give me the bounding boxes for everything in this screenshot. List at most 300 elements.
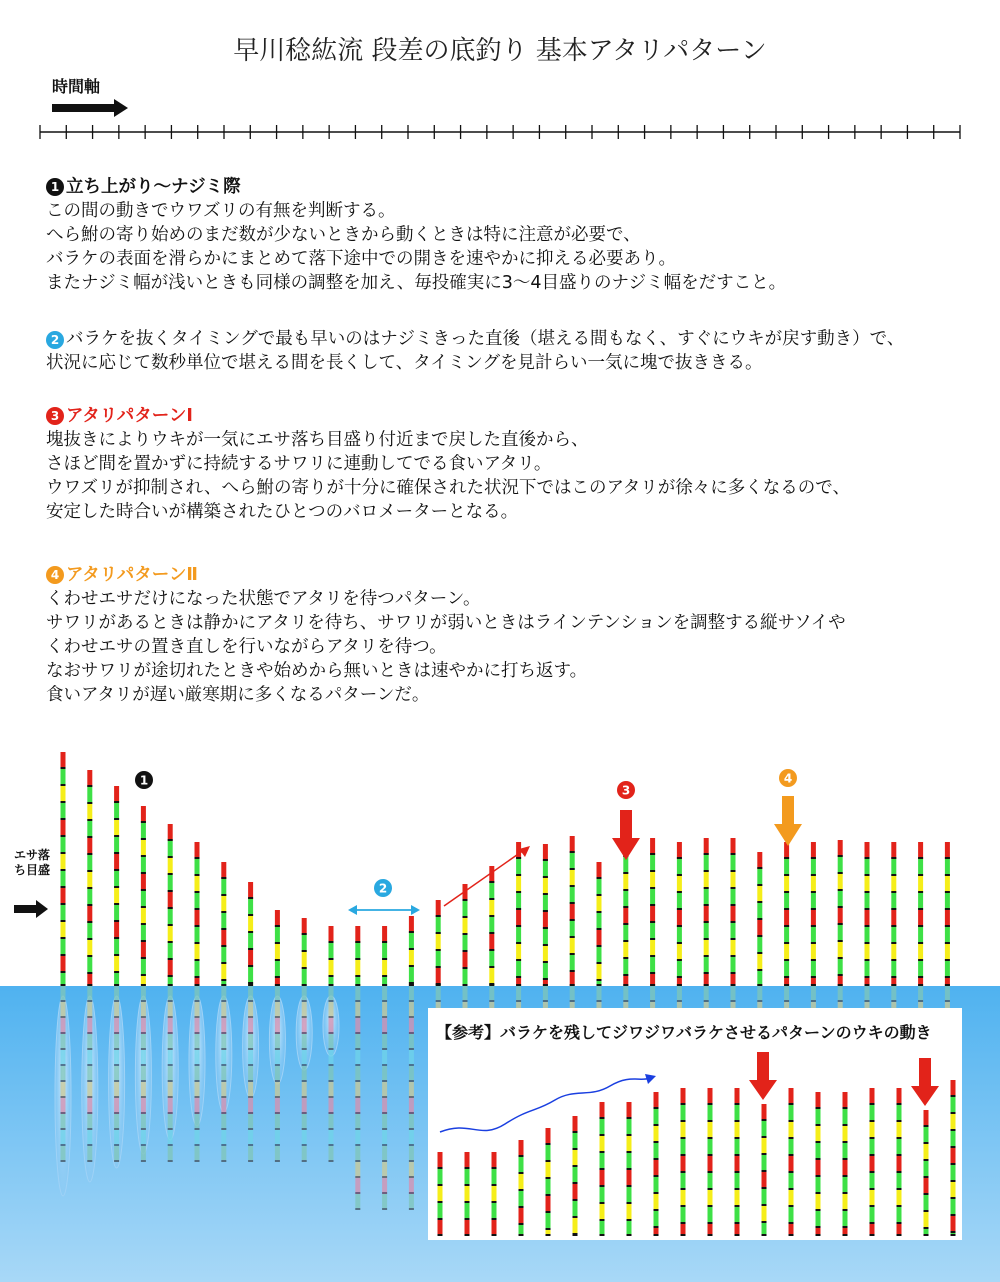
float-segment — [221, 947, 226, 964]
float-submerged-segment — [221, 1002, 226, 1018]
float-submerged-segment — [168, 1098, 173, 1114]
float-submerged-segment — [382, 1130, 387, 1146]
float-segment — [436, 900, 441, 917]
float-segment — [838, 857, 843, 874]
float-tick — [168, 1032, 173, 1034]
marker-3-badge: 3 — [46, 407, 64, 425]
float-segment — [114, 854, 119, 871]
float-submerged-segment — [168, 1114, 173, 1130]
float-tick — [382, 1144, 387, 1146]
float-segment — [945, 876, 950, 893]
float-tick — [302, 933, 307, 935]
float-segment — [811, 961, 816, 978]
float-segment — [195, 859, 200, 876]
float-tick — [302, 1032, 307, 1034]
float-tick — [87, 870, 92, 872]
float-tick — [355, 1032, 360, 1034]
float-tick — [516, 959, 521, 961]
float-tick — [757, 969, 762, 971]
float-submerged-segment — [195, 1114, 200, 1130]
float-tick — [114, 937, 119, 939]
float-tick — [329, 1016, 334, 1018]
float-tick — [945, 891, 950, 893]
float-segment — [623, 942, 628, 959]
float-tick — [516, 925, 521, 927]
float-segment — [543, 946, 548, 963]
float-tick — [382, 1000, 387, 1002]
float-tick — [865, 925, 870, 927]
float-tick — [650, 853, 655, 855]
float-segment — [677, 910, 682, 927]
float-tick — [355, 1208, 360, 1210]
float-segment — [195, 944, 200, 961]
float-tick — [382, 1112, 387, 1114]
float-segment — [87, 957, 92, 974]
float-tick — [838, 1000, 843, 1002]
float-tick — [918, 959, 923, 961]
float-tick — [61, 920, 66, 922]
float-submerged-segment — [409, 986, 414, 1002]
float-tick — [918, 984, 923, 986]
float-tick — [891, 1000, 896, 1002]
float-submerged-segment — [221, 986, 226, 1002]
float-submerged-segment — [543, 986, 548, 1002]
float-tick — [838, 957, 843, 959]
float-submerged-segment — [87, 1066, 92, 1082]
float-tick — [543, 910, 548, 912]
float-tick — [168, 1144, 173, 1146]
float-segment — [61, 803, 66, 820]
float-tick — [114, 984, 119, 986]
float-submerged-segment — [221, 1114, 226, 1130]
float-segment — [623, 874, 628, 891]
float-tick — [168, 1096, 173, 1098]
float-segment — [757, 852, 762, 869]
float-tick — [355, 1128, 360, 1130]
float-tick — [382, 958, 387, 960]
float-tick — [918, 891, 923, 893]
float-segment — [248, 916, 253, 933]
float-tick — [355, 1016, 360, 1018]
float-tick — [141, 872, 146, 874]
float-segment — [891, 859, 896, 876]
float-tick — [61, 1048, 66, 1050]
float-tick — [221, 1048, 226, 1050]
float-tick — [677, 891, 682, 893]
float-submerged-segment — [355, 1002, 360, 1018]
float-tick — [731, 984, 736, 986]
float-tick — [355, 1000, 360, 1002]
float-tick — [329, 941, 334, 943]
float-tick — [221, 1144, 226, 1146]
float-submerged-segment — [811, 986, 816, 1002]
marker-3 — [612, 781, 640, 860]
float-tick — [195, 891, 200, 893]
float-segment — [61, 888, 66, 905]
float-tick — [195, 857, 200, 859]
float-segment — [650, 957, 655, 974]
float-segment — [570, 887, 575, 904]
float-tick — [757, 884, 762, 886]
float-segment — [543, 963, 548, 980]
float-tick — [275, 925, 280, 927]
float-tick — [195, 925, 200, 927]
float-tick — [704, 972, 709, 974]
float-tick — [570, 970, 575, 972]
float-tick — [463, 899, 468, 901]
float-segment — [757, 971, 762, 986]
float-tick — [195, 908, 200, 910]
float-submerged-segment — [329, 1050, 334, 1066]
marker-1-label: 1 — [139, 773, 149, 788]
float-segment — [731, 923, 736, 940]
float-tick — [168, 1064, 173, 1066]
float-submerged-segment — [248, 1050, 253, 1066]
float-tick — [168, 873, 173, 875]
float-submerged-segment — [302, 1034, 307, 1050]
float-segment — [195, 876, 200, 893]
float-tick — [865, 874, 870, 876]
float-tick — [409, 982, 414, 984]
float-tick — [811, 959, 816, 961]
float-tick — [918, 874, 923, 876]
float-tick — [114, 1064, 119, 1066]
float-segment — [87, 923, 92, 940]
float-tick — [865, 891, 870, 893]
float-submerged-segment — [355, 1130, 360, 1146]
float-segment — [61, 820, 66, 837]
float-tick — [141, 1080, 146, 1082]
float-submerged-segment — [87, 1002, 92, 1018]
float-segment — [945, 944, 950, 961]
float-tick — [945, 857, 950, 859]
float-tick — [516, 891, 521, 893]
float-tick — [543, 893, 548, 895]
float-tick — [409, 1016, 414, 1018]
float-tick — [623, 957, 628, 959]
float-segment — [757, 920, 762, 937]
float-submerged-segment — [355, 1114, 360, 1130]
section-4-line: くわせエサだけになった状態でアタリを待つパターン。 — [46, 589, 481, 609]
float-tick — [195, 976, 200, 978]
float-tick — [731, 972, 736, 974]
float-tick — [302, 1096, 307, 1098]
float-submerged-segment — [87, 1034, 92, 1050]
float-segment — [784, 893, 789, 910]
float-segment — [141, 959, 146, 976]
float-tick — [838, 923, 843, 925]
float-tick — [87, 1048, 92, 1050]
float-tick — [195, 1032, 200, 1034]
float-tick — [275, 959, 280, 961]
float-segment — [302, 952, 307, 969]
float-segment — [302, 935, 307, 952]
float-tick — [168, 1080, 173, 1082]
float-submerged-segment — [248, 1130, 253, 1146]
float-tick — [114, 971, 119, 973]
float-submerged-segment — [865, 986, 870, 1002]
time-axis-label: 時間軸 — [52, 77, 101, 96]
float-segment — [891, 927, 896, 944]
float-tick — [195, 1096, 200, 1098]
float-tick — [945, 1000, 950, 1002]
float-tick — [141, 1160, 146, 1162]
float-segment — [650, 838, 655, 855]
float-tick — [61, 1080, 66, 1082]
float-submerged-segment — [677, 986, 682, 1002]
float-tick — [409, 1208, 414, 1210]
marker-2 — [374, 879, 392, 897]
float-submerged-segment — [248, 1114, 253, 1130]
float-submerged-segment — [61, 1050, 66, 1066]
float-segment — [114, 871, 119, 888]
float-tick — [87, 955, 92, 957]
float-tick — [61, 1016, 66, 1018]
float-tick — [570, 953, 575, 955]
float-tick — [87, 1032, 92, 1034]
float-tick — [409, 931, 414, 933]
float — [61, 752, 66, 1162]
float-submerged-segment — [168, 1066, 173, 1082]
float-segment — [168, 824, 173, 841]
float-submerged-segment — [355, 1066, 360, 1082]
float-tick — [141, 1064, 146, 1066]
float-tick — [945, 976, 950, 978]
float-segment — [248, 933, 253, 950]
float-submerged-segment — [87, 1018, 92, 1034]
float-tick — [382, 984, 387, 986]
float-tick — [329, 1032, 334, 1034]
float-segment — [409, 933, 414, 950]
float-submerged-segment — [114, 1034, 119, 1050]
float-tick — [329, 1000, 334, 1002]
float-submerged-segment — [409, 1114, 414, 1130]
float-tick — [650, 1000, 655, 1002]
float-tick — [248, 1064, 253, 1066]
float-segment — [918, 910, 923, 927]
float-tick — [61, 1160, 66, 1162]
marker-3-label: 3 — [621, 783, 631, 798]
float-tick — [409, 1160, 414, 1162]
float-tick — [865, 857, 870, 859]
float-submerged-segment — [757, 986, 762, 1002]
float-segment — [811, 910, 816, 927]
float-tick — [463, 984, 468, 986]
float-tick — [409, 1192, 414, 1194]
float-tick — [168, 890, 173, 892]
float-tick — [195, 942, 200, 944]
float-segment — [543, 895, 548, 912]
float-segment — [489, 968, 494, 985]
float-submerged-segment — [382, 1050, 387, 1066]
float-tick — [382, 1176, 387, 1178]
float-tick — [61, 1000, 66, 1002]
float-submerged-segment — [114, 1050, 119, 1066]
float-submerged-segment — [275, 1098, 280, 1114]
float-tick — [382, 1160, 387, 1162]
float-segment — [114, 786, 119, 803]
float-tick — [221, 928, 226, 930]
float-submerged-segment — [61, 1018, 66, 1034]
float-tick — [757, 867, 762, 869]
float-segment — [87, 838, 92, 855]
float-segment — [168, 960, 173, 977]
float-tick — [141, 889, 146, 891]
float-submerged-segment — [409, 1146, 414, 1162]
float-submerged-segment — [248, 986, 253, 1002]
float-segment — [704, 872, 709, 889]
float-submerged-segment — [329, 1130, 334, 1146]
float-segment — [61, 956, 66, 973]
float-tick — [650, 955, 655, 957]
float-tick — [87, 853, 92, 855]
float-tick — [382, 1080, 387, 1082]
float-tick — [275, 1144, 280, 1146]
float-tick — [61, 835, 66, 837]
float-tick — [865, 959, 870, 961]
float-segment — [409, 916, 414, 933]
float-tick — [891, 857, 896, 859]
float-tick — [141, 923, 146, 925]
float-submerged-segment — [141, 1146, 146, 1162]
float-tick — [87, 1160, 92, 1162]
float-tick — [195, 1048, 200, 1050]
float — [302, 918, 307, 1162]
float-segment — [168, 875, 173, 892]
section-1 — [46, 175, 786, 295]
float-segment — [677, 876, 682, 893]
float-submerged-segment — [355, 1098, 360, 1114]
float-tick — [355, 984, 360, 986]
float-segment — [61, 871, 66, 888]
float-submerged-segment — [891, 986, 896, 1002]
float-submerged-segment — [302, 986, 307, 1002]
float-segment — [945, 910, 950, 927]
float-segment — [597, 930, 602, 947]
float-submerged-segment — [221, 1018, 226, 1034]
float-submerged-segment — [329, 1066, 334, 1082]
float-segment — [865, 842, 870, 859]
float-segment — [516, 961, 521, 978]
section-3-line: 安定した時合いが構築されたひとつのバロメーターとなる。 — [46, 502, 519, 522]
float-submerged-segment — [382, 1178, 387, 1194]
float-tick — [275, 942, 280, 944]
float-tick — [141, 838, 146, 840]
float-segment — [731, 838, 736, 855]
float-segment — [704, 923, 709, 940]
float — [87, 770, 92, 1162]
float-segment — [838, 874, 843, 891]
float-tick — [784, 959, 789, 961]
float — [329, 926, 334, 1162]
float-tick — [61, 801, 66, 803]
float-tick — [87, 1016, 92, 1018]
float-segment — [87, 940, 92, 957]
float-submerged-segment — [248, 1002, 253, 1018]
float-tick — [623, 906, 628, 908]
float-submerged-segment — [248, 1098, 253, 1114]
float-tick — [195, 959, 200, 961]
float — [221, 862, 226, 1162]
section-1-line: バラケの表面を滑らかにまとめて落下途中での開きを速やかに抑える必要あり。 — [46, 249, 676, 269]
float-submerged-segment — [275, 986, 280, 1002]
float-tick — [704, 887, 709, 889]
float-segment — [543, 912, 548, 929]
float-tick — [409, 1032, 414, 1034]
float-segment — [87, 906, 92, 923]
float-segment — [409, 967, 414, 984]
float-tick — [757, 935, 762, 937]
float-tick — [114, 1048, 119, 1050]
float-tick — [329, 1160, 334, 1162]
float-tick — [114, 1128, 119, 1130]
float-segment — [918, 927, 923, 944]
float-tick — [918, 857, 923, 859]
float-submerged-segment — [114, 1114, 119, 1130]
float-segment — [355, 926, 360, 943]
float-tick — [382, 1128, 387, 1130]
float-segment — [784, 876, 789, 893]
float-segment — [114, 922, 119, 939]
float-segment — [221, 896, 226, 913]
float-submerged-segment — [114, 986, 119, 1002]
float-tick — [409, 1064, 414, 1066]
float-segment — [87, 804, 92, 821]
float-tick — [436, 1000, 441, 1002]
float-tick — [677, 874, 682, 876]
inset-title: 【参考】バラケを残してジワジワバラケさせるパターンのウキの動き — [436, 1023, 932, 1042]
float-tick — [248, 1080, 253, 1082]
float-tick — [731, 921, 736, 923]
float-tick — [382, 1096, 387, 1098]
float-tick — [489, 1000, 494, 1002]
float-tick — [141, 984, 146, 986]
float-tick — [168, 1160, 173, 1162]
float-segment — [865, 927, 870, 944]
float-segment — [731, 855, 736, 872]
float-submerged-segment — [355, 986, 360, 1002]
float-segment — [195, 927, 200, 944]
float-tick — [543, 1000, 548, 1002]
float-segment — [355, 960, 360, 977]
float-segment — [704, 906, 709, 923]
float-tick — [329, 1048, 334, 1050]
float-submerged-segment — [87, 1146, 92, 1162]
float-tick — [757, 901, 762, 903]
float-segment — [87, 770, 92, 787]
float-tick — [757, 984, 762, 986]
float-submerged-segment — [248, 1034, 253, 1050]
float-tick — [61, 784, 66, 786]
float-segment — [168, 841, 173, 858]
float-tick — [87, 921, 92, 923]
float-tick — [248, 1112, 253, 1114]
float-submerged-segment — [302, 1098, 307, 1114]
section-2-line: 状況に応じて数秒単位で堪える間を長くして、タイミングを見計らい一気に塊で抜ききる。 — [46, 353, 763, 373]
float-submerged-segment — [141, 986, 146, 1002]
float-segment — [918, 859, 923, 876]
float-tick — [61, 954, 66, 956]
float-submerged-segment — [141, 1018, 146, 1034]
float-submerged-segment — [195, 1050, 200, 1066]
float-tick — [543, 927, 548, 929]
float-tick — [248, 1144, 253, 1146]
bite-arrow-icon — [612, 810, 640, 860]
float-tick — [838, 855, 843, 857]
float-segment — [918, 893, 923, 910]
section-4-heading: アタリパターンⅡ — [66, 565, 198, 585]
float-segment — [275, 927, 280, 944]
